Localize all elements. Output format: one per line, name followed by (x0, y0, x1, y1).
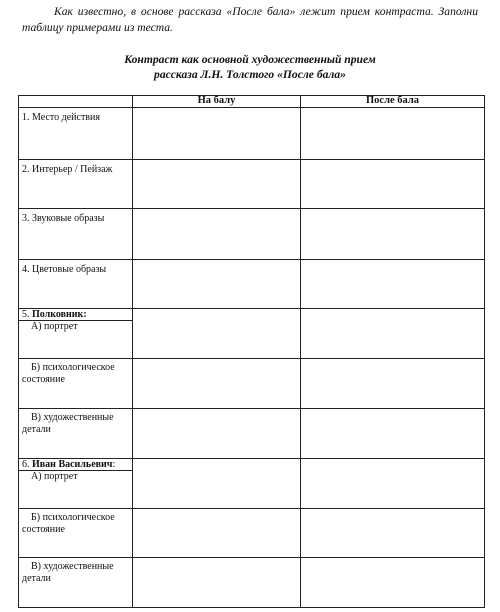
answer-cell-after-ball[interactable] (301, 260, 485, 309)
table-row (19, 558, 485, 608)
row-label-text: 1. Место действия (22, 112, 100, 123)
section-number: 6. (22, 459, 30, 470)
row-label-line-1: В) художественные (31, 561, 114, 572)
answer-cell-at-ball[interactable] (133, 309, 301, 359)
row-label-sounds (19, 209, 133, 260)
answer-cell-at-ball[interactable] (133, 558, 301, 608)
row-label-line-2: состояние (22, 524, 65, 535)
row-label-line-2: состояние (22, 374, 65, 385)
row-label-ivan-details (19, 558, 133, 608)
answer-cell-at-ball[interactable] (133, 509, 301, 558)
row-label-line-2: детали (22, 424, 51, 435)
row-label-text (19, 359, 132, 374)
section-title: Полковник: (32, 309, 87, 320)
row-label-line-2: детали (22, 573, 51, 584)
header-after-ball: После бала (301, 96, 485, 108)
answer-cell-at-ball[interactable] (133, 359, 301, 409)
table-title-line-1: Контраст как основной художественный прием (124, 53, 376, 66)
answer-cell-after-ball[interactable] (301, 409, 485, 459)
row-label-line-1: Б) психологическое (31, 512, 115, 523)
contrast-table (18, 95, 485, 608)
section-number: 5. (22, 309, 30, 320)
answer-cell-at-ball[interactable] (133, 209, 301, 260)
table-header-row (19, 96, 485, 108)
row-label-line-1: В) художественные (31, 412, 114, 423)
row-label-place (19, 108, 133, 160)
row-label-text: 2. Интерьер / Пейзаж (22, 164, 113, 175)
answer-cell-after-ball[interactable] (301, 309, 485, 359)
answer-cell-after-ball[interactable] (301, 108, 485, 160)
section-colon: : (112, 459, 116, 470)
row-label-text: А) портрет (31, 471, 78, 482)
section-heading-colonel (19, 309, 132, 321)
answer-cell-after-ball[interactable] (301, 509, 485, 558)
row-label-ivan-psych (19, 509, 133, 558)
row-label-line-1: Б) психологическое (31, 362, 115, 373)
table-row (19, 209, 485, 260)
row-label-colors (19, 260, 133, 309)
answer-cell-after-ball[interactable] (301, 160, 485, 209)
table-row (19, 459, 485, 509)
table-row (19, 160, 485, 209)
row-label-ivan-portrait (19, 459, 133, 509)
answer-cell-at-ball[interactable] (133, 409, 301, 459)
table-row (19, 108, 485, 160)
row-label-colonel-portrait (19, 309, 133, 359)
answer-cell-after-ball[interactable] (301, 558, 485, 608)
table-row (19, 260, 485, 309)
header-empty-cell (19, 96, 133, 108)
row-label-colonel-psych (19, 359, 133, 409)
table-row (19, 409, 485, 459)
answer-cell-at-ball[interactable] (133, 108, 301, 160)
answer-cell-after-ball[interactable] (301, 459, 485, 509)
row-label-text: А) портрет (31, 321, 78, 332)
answer-cell-at-ball[interactable] (133, 459, 301, 509)
table-row (19, 359, 485, 409)
task-instructions: Как известно, в основе рассказа «После бала» лежит прием контраста. Заполни таблицу примерами из теста. (22, 5, 478, 34)
row-label-interior (19, 160, 133, 209)
section-title: Иван Васильевич (32, 459, 113, 470)
answer-cell-at-ball[interactable] (133, 160, 301, 209)
row-label-text: 3. Звуковые образы (22, 213, 105, 224)
answer-cell-after-ball[interactable] (301, 359, 485, 409)
section-heading-ivan (19, 459, 132, 471)
header-at-ball: На балу (133, 96, 301, 108)
answer-cell-at-ball[interactable] (133, 260, 301, 309)
table-title-line-2: рассказа Л.Н. Толстого «После бала» (154, 68, 346, 81)
table-title (0, 52, 500, 82)
table-row (19, 309, 485, 359)
row-label-colonel-details (19, 409, 133, 459)
table-row (19, 509, 485, 558)
row-label-text: 4. Цветовые образы (22, 264, 107, 275)
answer-cell-after-ball[interactable] (301, 209, 485, 260)
